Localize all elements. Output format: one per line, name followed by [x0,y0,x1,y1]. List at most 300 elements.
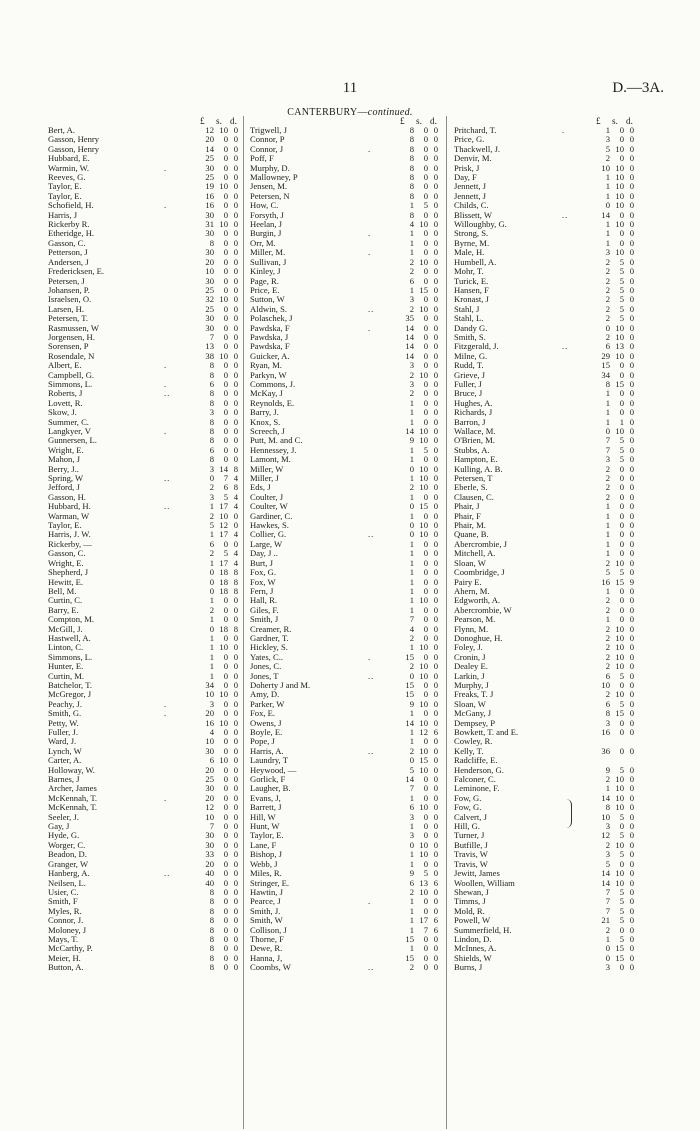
amount-pence: 0 [233,134,238,145]
amount-pounds: 0 [209,567,214,578]
entry-name: Shepherd, J [48,567,89,578]
amount-shillings: 0 [423,294,428,305]
money-header-pence: d. [430,116,437,126]
amount-pounds: 2 [409,303,414,314]
amount-shillings: 0 [423,708,428,719]
amount-shillings: 10 [419,473,428,484]
entry-name: Travis, W [454,858,488,869]
amount-shillings: 10 [615,783,624,794]
entry-name: Jones, T [250,670,279,681]
amount-shillings: 0 [619,679,624,690]
amount-pounds: 2 [409,661,414,672]
entry-name: Larsen, H. [48,303,85,314]
amount-shillings: 0 [619,520,624,531]
entry-name: Burt, J [250,557,273,568]
amount-pence: 0 [629,426,634,436]
entry-name: Timms, J [454,896,486,907]
money-header-pounds: £ [200,116,205,126]
entry-name: Dandy G. [454,322,488,333]
entry-name: McKay, J [250,388,283,399]
entry-name: Roberts, J [48,388,83,399]
amount-shillings: 0 [223,538,228,549]
amount-pounds: 35 [405,313,414,324]
amount-pence: 0 [433,482,438,493]
amount-pounds: 30 [205,313,214,324]
amount-pounds: 14 [601,209,610,220]
ledger-row [246,559,446,568]
amount-shillings: 7 [223,473,228,484]
amount-pence: 0 [433,849,438,860]
amount-pounds: 15 [405,679,414,690]
entry-name: Bert, A. [48,125,75,135]
amount-pence: 0 [433,341,438,352]
entry-name: Hawkes, S. [250,520,289,531]
amount-shillings: 0 [223,172,228,183]
entry-name: Bowkett, T. and E. [454,727,519,737]
entry-name: Travis, W [454,849,488,860]
amount-pounds: 0 [409,529,414,540]
money-header-shillings: s. [612,116,618,126]
amount-pence: 0 [629,407,634,418]
amount-pence: 0 [233,313,238,324]
amount-pounds: 29 [601,350,610,361]
amount-pounds: 30 [205,247,214,258]
amount-pence: 4 [233,501,238,512]
amount-pence: 0 [433,755,438,766]
amount-pence: 0 [233,181,238,192]
amount-pounds: 8 [409,172,414,183]
amount-pounds: 0 [605,200,610,211]
entry-name: Edgworth, A. [454,595,501,606]
amount-pence: 0 [233,228,238,239]
amount-pounds: 5 [605,143,610,154]
amount-pounds: 2 [409,369,414,380]
entry-name: Large, W [250,538,283,549]
amount-shillings: 0 [223,407,228,418]
amount-shillings: 5 [619,275,624,286]
entry-name: Neilsen, L. [48,877,86,888]
amount-shillings: 10 [419,435,428,446]
amount-pounds: 16 [601,727,610,737]
amount-shillings: 0 [223,736,228,747]
amount-shillings: 10 [615,802,624,813]
amount-shillings: 0 [223,444,228,455]
amount-pence: 0 [433,125,438,135]
amount-pounds: 15 [405,952,414,963]
amount-shillings: 0 [423,397,428,408]
entry-name: How, C. [250,200,279,211]
entry-name: Price, E. [250,284,280,295]
amount-shillings: 0 [423,125,428,135]
amount-pounds: 30 [205,275,214,286]
amount-pounds: 7 [209,331,214,342]
entry-name: Giles, F. [250,604,279,615]
amount-pence: 4 [233,557,238,568]
amount-shillings: 0 [223,426,228,436]
amount-shillings: 0 [423,266,428,277]
entry-name: Schofield, H. [48,200,94,211]
amount-shillings: 15 [615,708,624,719]
amount-pence: 0 [233,162,238,173]
amount-shillings: 0 [423,651,428,662]
amount-shillings: 0 [223,868,228,879]
entry-name: Smith, S. [454,331,486,342]
amount-pounds: 1 [209,557,214,568]
entry-name: Berry, J.. [48,463,79,474]
amount-pounds: 12 [205,802,214,813]
amount-shillings: 0 [619,614,624,625]
entry-name: Kronast, J [454,294,489,305]
entry-name: Butfille, J [454,839,488,850]
amount-pence: 0 [233,792,238,803]
entry-name: Richards, J [454,407,493,418]
entry-name: Reeves, G. [48,172,86,183]
amount-shillings: 0 [423,962,428,973]
amount-pence: 0 [433,426,438,436]
amount-shillings: 10 [419,463,428,474]
amount-pence: 0 [233,388,238,399]
amount-pounds: 1 [409,595,414,606]
entry-name: Coombridge, J [454,567,505,578]
amount-pounds: 8 [209,933,214,944]
entry-name: Pawdska, J [250,331,289,342]
amount-pence: 0 [233,661,238,672]
amount-shillings: 0 [619,125,624,135]
amount-pence: 0 [433,839,438,850]
amount-pounds: 6 [409,802,414,813]
amount-pence: 0 [433,642,438,653]
amount-pence: 0 [433,745,438,756]
entry-name: Thorne, F [250,933,284,944]
amount-pounds: 1 [409,708,414,719]
amount-pence: 0 [233,632,238,643]
amount-pence: 0 [629,679,634,690]
entry-name: Hill, G. [454,821,481,832]
ledger-row [246,963,446,972]
leader-dots: . [368,228,372,239]
amount-pence: 0 [629,670,634,681]
amount-pounds: 3 [409,811,414,822]
amount-pence: 0 [433,416,438,427]
amount-pounds: 1 [409,896,414,907]
amount-pounds: 0 [409,520,414,531]
amount-shillings: 0 [619,962,624,973]
entry-name: Fredericksen, E. [48,266,105,277]
amount-pence: 0 [233,745,238,756]
amount-shillings: 0 [223,708,228,719]
amount-shillings: 10 [419,698,428,709]
amount-pounds: 1 [409,416,414,427]
amount-shillings: 0 [223,388,228,399]
entry-name: Campbell, G. [48,369,95,380]
leader-dots: .. [368,745,375,756]
amount-shillings: 0 [619,604,624,615]
amount-pounds: 14 [405,322,414,333]
amount-pence: 0 [629,435,634,446]
amount-pounds: 2 [605,632,610,643]
amount-pounds: 3 [209,407,214,418]
amount-pounds: 0 [409,755,414,766]
amount-pence: 0 [433,858,438,869]
amount-shillings: 0 [223,886,228,897]
entry-name: Bell, M. [48,585,77,596]
amount-pounds: 1 [605,538,610,549]
leader-dots: . [164,162,168,173]
amount-pounds: 2 [409,388,414,399]
amount-pounds: 14 [405,341,414,352]
entry-name: Falconer, C. [454,774,496,785]
amount-pounds: 1 [605,407,610,418]
amount-pence: 0 [629,689,634,700]
amount-pounds: 10 [205,689,214,700]
ledger-row [246,145,446,154]
amount-pence: 0 [233,614,238,625]
amount-pounds: 25 [205,153,214,164]
amount-shillings: 0 [619,360,624,371]
amount-pence: 0 [433,510,438,521]
amount-shillings: 0 [223,858,228,869]
amount-pounds: 1 [409,736,414,747]
amount-shillings: 18 [219,623,228,634]
entry-name: Warman, W [48,510,90,521]
amount-pounds: 6 [409,877,414,888]
amount-pence: 0 [233,303,238,314]
entry-name: Taylor, E. [48,520,82,531]
bracket-brace [565,799,572,828]
amount-pence: 0 [433,567,438,578]
amount-pounds: 8 [209,435,214,446]
amount-pence: 0 [233,849,238,860]
amount-shillings: 0 [423,350,428,361]
entry-name: McGill, J. [48,623,83,634]
leader-dots: .. [368,670,375,681]
amount-shillings: 0 [619,228,624,239]
amount-pence: 0 [233,520,238,531]
entry-name: Seeler, J. [48,811,79,822]
amount-pounds: 1 [409,473,414,484]
amount-pence: 8 [233,482,238,493]
leader-dots: .. [562,209,569,220]
amount-shillings: 0 [423,360,428,371]
money-header-pence: d. [626,116,633,126]
amount-pounds: 15 [601,360,610,371]
entry-name: McCarthy, P. [48,943,93,954]
amount-pence: 0 [629,604,634,615]
amount-pounds: 20 [205,764,214,775]
amount-pence: 8 [233,623,238,634]
amount-shillings: 0 [423,830,428,841]
entry-name: Peachy, J. [48,698,83,709]
amount-pounds: 14 [405,350,414,361]
amount-pence: 0 [629,228,634,239]
amount-pounds: 16 [601,576,610,587]
entry-name: Harris, J [48,209,78,220]
amount-pounds: 2 [605,303,610,314]
amount-shillings: 0 [423,576,428,587]
entry-name: Lamont, M. [250,454,291,465]
amount-shillings: 5 [423,444,428,455]
amount-pence: 0 [433,407,438,418]
entry-name: Gardner, T. [250,632,289,643]
amount-pounds: 14 [405,426,414,436]
amount-pence: 0 [433,435,438,446]
amount-pence: 0 [629,341,634,352]
amount-pence: 0 [233,444,238,455]
amount-pence: 0 [233,266,238,277]
amount-pounds: 2 [605,473,610,484]
amount-shillings: 0 [423,792,428,803]
amount-pence: 0 [629,708,634,719]
amount-pence: 0 [233,125,238,135]
ledger-row [44,963,244,972]
amount-pence: 0 [233,604,238,615]
amount-pounds: 1 [209,501,214,512]
entry-name: Radcliffe, E. [454,755,498,766]
amount-shillings: 0 [423,378,428,389]
amount-shillings: 10 [419,219,428,230]
amount-pounds: 0 [209,576,214,587]
amount-shillings: 10 [219,350,228,361]
entry-name: Humbell, A. [454,256,497,267]
amount-pence: 0 [629,661,634,672]
amount-pounds: 1 [605,416,610,427]
amount-shillings: 12 [219,520,228,531]
amount-pounds: 1 [409,247,414,258]
amount-pounds: 1 [409,237,414,248]
amount-pence: 0 [433,811,438,822]
amount-shillings: 5 [619,256,624,267]
amount-shillings: 10 [419,482,428,493]
amount-pence: 0 [629,849,634,860]
amount-shillings: 0 [223,924,228,935]
amount-pounds: 12 [601,830,610,841]
amount-pounds: 4 [409,219,414,230]
amount-shillings: 10 [615,200,624,211]
amount-shillings: 10 [615,172,624,183]
amount-pence: 0 [233,538,238,549]
amount-pence: 0 [433,933,438,944]
amount-pence: 0 [629,877,634,888]
amount-pounds: 3 [409,830,414,841]
amount-shillings: 1 [619,416,624,427]
amount-shillings: 0 [223,698,228,709]
amount-shillings: 10 [615,774,624,785]
amount-pounds: 1 [409,792,414,803]
amount-pence: 0 [433,708,438,719]
amount-shillings: 10 [419,256,428,267]
amount-pounds: 10 [205,736,214,747]
amount-pence: 0 [629,322,634,333]
amount-shillings: 0 [223,661,228,672]
entry-name: Orr, M. [250,237,276,248]
entry-name: Smith, W [250,915,283,926]
amount-shillings: 15 [615,952,624,963]
amount-pence: 0 [233,209,238,220]
amount-pence: 0 [233,717,238,728]
entry-name: Trigwell, J [250,125,287,135]
amount-shillings: 0 [423,134,428,145]
amount-pounds: 8 [209,416,214,427]
amount-pence: 0 [233,510,238,521]
entry-name: Mahon, J [48,454,80,465]
entry-name: McGany, J [454,708,492,719]
amount-pence: 0 [433,322,438,333]
column-divider [446,116,447,1129]
amount-pounds: 2 [605,284,610,295]
entry-name: Smith, J [250,614,279,625]
amount-pounds: 7 [409,614,414,625]
entry-name: Ryan, M. [250,360,282,371]
amount-shillings: 0 [423,632,428,643]
amount-pence: 0 [233,755,238,766]
amount-pounds: 2 [605,604,610,615]
leader-dots: . [164,378,168,389]
amount-pounds: 25 [205,284,214,295]
entry-name: Gunnersen, L. [48,435,97,446]
entry-name: Usier, C. [48,886,79,897]
amount-pence: 0 [629,275,634,286]
amount-pounds: 1 [409,604,414,615]
amount-pounds: 3 [605,849,610,860]
amount-pence: 0 [233,247,238,258]
amount-shillings: 0 [423,679,428,690]
amount-pounds: 1 [409,284,414,295]
amount-shillings: 0 [223,877,228,888]
entry-name: Thackwell, J. [454,143,501,154]
entry-name: Petersen, J [48,275,85,286]
entry-name: Male, H. [454,247,485,258]
amount-pounds: 1 [409,444,414,455]
amount-shillings: 10 [419,520,428,531]
amount-pounds: 1 [409,557,414,568]
amount-shillings: 5 [619,933,624,944]
entry-name: Sorensen, P [48,341,89,352]
amount-pence: 0 [629,943,634,954]
amount-pounds: 1 [605,520,610,531]
amount-pence: 0 [433,331,438,342]
entry-name: Woollen, William [454,877,515,888]
entry-name: Sloan, W [454,698,486,709]
entry-name: Andersen, J [48,256,89,267]
amount-shillings: 5 [619,670,624,681]
amount-pounds: 15 [405,689,414,700]
amount-pence: 0 [629,858,634,869]
amount-shillings: 0 [223,632,228,643]
amount-shillings: 0 [223,134,228,145]
amount-shillings: 10 [419,595,428,606]
amount-shillings: 5 [619,266,624,277]
amount-pounds: 3 [209,463,214,474]
amount-pounds: 1 [409,576,414,587]
amount-pence: 0 [233,905,238,916]
entry-name: Clausen, C. [454,491,494,502]
amount-pence: 0 [629,303,634,314]
amount-pence: 0 [629,444,634,455]
amount-shillings: 10 [615,350,624,361]
amount-shillings: 0 [223,454,228,465]
entry-name: Pawdska, F [250,322,290,333]
amount-pence: 0 [233,237,238,248]
amount-pounds: 8 [409,143,414,154]
amount-pounds: 14 [601,877,610,888]
amount-shillings: 0 [223,143,228,154]
amount-pence: 0 [233,153,238,164]
entry-name: Fox, G. [250,567,277,578]
amount-pence: 0 [629,802,634,813]
entry-name: Sutton, W [250,294,285,305]
amount-pence: 0 [629,181,634,192]
amount-shillings: 7 [423,924,428,935]
